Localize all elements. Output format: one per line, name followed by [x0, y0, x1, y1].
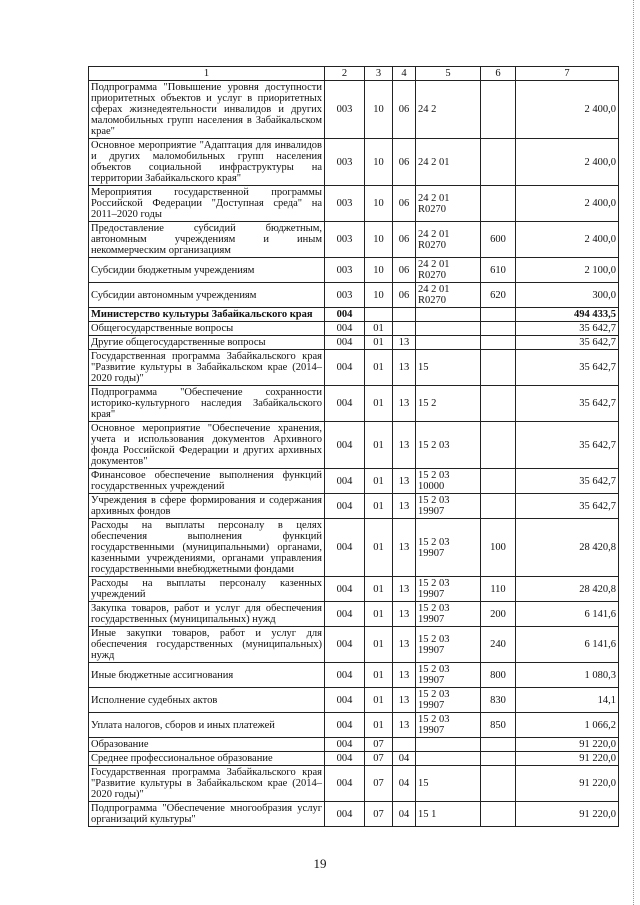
expense-type-cell: [481, 386, 516, 422]
section-code-cell: 07: [365, 752, 393, 766]
target-article-cell: 15: [416, 350, 481, 386]
ministry-code-cell: 003: [325, 283, 365, 308]
item-name-cell: Иные закупки товаров, работ и услуг для обеспечения государственных (муниципальных) нужд: [89, 627, 325, 663]
section-code-cell: 01: [365, 322, 393, 336]
target-article-cell: 15 2 03 19907: [416, 688, 481, 713]
target-article-cell: 24 2 01 R0270: [416, 186, 481, 222]
section-code-cell: 01: [365, 350, 393, 386]
subsection-code-cell: 13: [393, 627, 416, 663]
amount-cell: 35 642,7: [516, 322, 619, 336]
expense-type-cell: 850: [481, 713, 516, 738]
target-article-cell: 24 2 01 R0270: [416, 258, 481, 283]
expense-type-cell: [481, 738, 516, 752]
expense-type-cell: [481, 308, 516, 322]
expense-type-cell: [481, 766, 516, 802]
section-code-cell: 10: [365, 258, 393, 283]
item-name-cell: Подпрограмма "Повышение уровня доступности приоритетных объектов и услуг в приоритетных сферах жизнедеятельности инвалидов и других маломобильных групп населения в Забайкальском крае": [89, 81, 325, 139]
target-article-cell: 15 2 03 10000: [416, 469, 481, 494]
page-edge-line: [632, 0, 634, 905]
table-row: [89, 139, 619, 186]
table-row: [89, 627, 619, 663]
section-code-cell: 01: [365, 663, 393, 688]
item-name-cell: Субсидии автономным учреждениям: [89, 283, 325, 308]
ministry-code-cell: 004: [325, 766, 365, 802]
header-cell-5: 5: [416, 67, 481, 81]
amount-cell: 91 220,0: [516, 752, 619, 766]
item-name-cell: Предоставление субсидий бюджетным, автономным учреждениям и иным некоммерческим организациям: [89, 222, 325, 258]
expense-type-cell: 830: [481, 688, 516, 713]
ministry-code-cell: 004: [325, 422, 365, 469]
ministry-code-cell: 004: [325, 713, 365, 738]
item-name-cell: Государственная программа Забайкальского края "Развитие культуры в Забайкальском крае (2014–2020 годы)": [89, 350, 325, 386]
ministry-code-cell: 004: [325, 308, 365, 322]
page-number: 19: [313, 856, 327, 871]
section-code-cell: [365, 308, 393, 322]
ministry-code-cell: 004: [325, 386, 365, 422]
table-row: [89, 336, 619, 350]
subsection-code-cell: 13: [393, 336, 416, 350]
table-row: [89, 422, 619, 469]
item-name-cell: Закупка товаров, работ и услуг для обеспечения государственных (муниципальных) нужд: [89, 602, 325, 627]
expense-type-cell: 610: [481, 258, 516, 283]
item-name-cell: Финансовое обеспечение выполнения функций государственных учреждений: [89, 469, 325, 494]
ministry-code-cell: 004: [325, 350, 365, 386]
item-name-cell: Расходы на выплаты персоналу казенных учреждений: [89, 577, 325, 602]
target-article-cell: 15 1: [416, 802, 481, 827]
table-row: [89, 519, 619, 577]
amount-cell: 35 642,7: [516, 422, 619, 469]
expense-type-cell: 620: [481, 283, 516, 308]
section-code-cell: 01: [365, 577, 393, 602]
expense-type-cell: [481, 494, 516, 519]
table-row: [89, 494, 619, 519]
subsection-code-cell: 13: [393, 577, 416, 602]
subsection-code-cell: 13: [393, 688, 416, 713]
item-name-cell: Общегосударственные вопросы: [89, 322, 325, 336]
expense-type-cell: 800: [481, 663, 516, 688]
amount-cell: 91 220,0: [516, 766, 619, 802]
table-row: [89, 222, 619, 258]
target-article-cell: 15 2 03 19907: [416, 602, 481, 627]
table-row: [89, 386, 619, 422]
table-row: [89, 469, 619, 494]
table-row: [89, 802, 619, 827]
target-article-cell: 24 2 01 R0270: [416, 283, 481, 308]
amount-cell: 35 642,7: [516, 469, 619, 494]
section-code-cell: 10: [365, 81, 393, 139]
item-name-cell: Учреждения в сфере формирования и содержания архивных фондов: [89, 494, 325, 519]
target-article-cell: 15 2 03 19907: [416, 627, 481, 663]
expense-type-cell: [481, 752, 516, 766]
subsection-code-cell: [393, 322, 416, 336]
subsection-code-cell: 06: [393, 258, 416, 283]
target-article-cell: 15 2 03 19907: [416, 663, 481, 688]
ministry-code-cell: 004: [325, 802, 365, 827]
section-code-cell: 10: [365, 186, 393, 222]
target-article-cell: 15: [416, 766, 481, 802]
table-row: [89, 186, 619, 222]
amount-cell: 35 642,7: [516, 350, 619, 386]
subsection-code-cell: 13: [393, 422, 416, 469]
subsection-code-cell: 13: [393, 713, 416, 738]
section-code-cell: 07: [365, 738, 393, 752]
amount-cell: 2 400,0: [516, 81, 619, 139]
item-name-cell: Основное мероприятие "Адаптация для инвалидов и других маломобильных групп населения объектов социальной инфраструктуры на территории Забайкальского края": [89, 139, 325, 186]
expense-type-cell: [481, 422, 516, 469]
expense-type-cell: [481, 322, 516, 336]
subsection-code-cell: 13: [393, 386, 416, 422]
amount-cell: 14,1: [516, 688, 619, 713]
subsection-code-cell: [393, 738, 416, 752]
section-code-cell: 01: [365, 519, 393, 577]
target-article-cell: 15 2 03 19907: [416, 577, 481, 602]
amount-cell: 28 420,8: [516, 519, 619, 577]
target-article-cell: 15 2: [416, 386, 481, 422]
item-name-cell: Государственная программа Забайкальского края "Развитие культуры в Забайкальском крае (2014–2020 годы)": [89, 766, 325, 802]
target-article-cell: 15 2 03 19907: [416, 494, 481, 519]
table-row: [89, 283, 619, 308]
target-article-cell: 15 2 03 19907: [416, 519, 481, 577]
target-article-cell: [416, 322, 481, 336]
section-code-cell: 10: [365, 222, 393, 258]
target-article-cell: 24 2 01 R0270: [416, 222, 481, 258]
ministry-code-cell: 003: [325, 139, 365, 186]
item-name-cell: Мероприятия государственной программы Российской Федерации "Доступная среда" на 2011–2020 годы: [89, 186, 325, 222]
ministry-code-cell: 004: [325, 688, 365, 713]
item-name-cell: Основное мероприятие "Обеспечение хранения, учета и использования документов Архивного фонда Российской Федерации и других архивных документов": [89, 422, 325, 469]
table-row: [89, 308, 619, 322]
amount-cell: 494 433,5: [516, 308, 619, 322]
ministry-code-cell: 004: [325, 738, 365, 752]
item-name-cell: Среднее профессиональное образование: [89, 752, 325, 766]
amount-cell: 35 642,7: [516, 336, 619, 350]
section-code-cell: 01: [365, 688, 393, 713]
amount-cell: 2 400,0: [516, 222, 619, 258]
amount-cell: 1 066,2: [516, 713, 619, 738]
subsection-code-cell: 13: [393, 469, 416, 494]
table-row: [89, 766, 619, 802]
target-article-cell: 24 2 01: [416, 139, 481, 186]
ministry-code-cell: 003: [325, 186, 365, 222]
table-row: [89, 688, 619, 713]
header-cell-6: 6: [481, 67, 516, 81]
subsection-code-cell: 06: [393, 139, 416, 186]
section-code-cell: 01: [365, 336, 393, 350]
expense-type-cell: [481, 81, 516, 139]
ministry-code-cell: 004: [325, 519, 365, 577]
item-name-cell: Иные бюджетные ассигнования: [89, 663, 325, 688]
amount-cell: 35 642,7: [516, 494, 619, 519]
header-cell-7: 7: [516, 67, 619, 81]
amount-cell: 2 400,0: [516, 186, 619, 222]
target-article-cell: [416, 336, 481, 350]
header-cell-1: 1: [89, 67, 325, 81]
header-cell-2: 2: [325, 67, 365, 81]
section-code-cell: 10: [365, 139, 393, 186]
amount-cell: 6 141,6: [516, 627, 619, 663]
expense-type-cell: 200: [481, 602, 516, 627]
expense-type-cell: [481, 469, 516, 494]
amount-cell: 2 400,0: [516, 139, 619, 186]
table-row: [89, 258, 619, 283]
amount-cell: 6 141,6: [516, 602, 619, 627]
expense-type-cell: [481, 336, 516, 350]
subsection-code-cell: 06: [393, 222, 416, 258]
ministry-code-cell: 003: [325, 258, 365, 283]
amount-cell: 35 642,7: [516, 386, 619, 422]
ministry-code-cell: 004: [325, 322, 365, 336]
expense-type-cell: [481, 350, 516, 386]
amount-cell: 28 420,8: [516, 577, 619, 602]
ministry-code-cell: 004: [325, 663, 365, 688]
table-row: [89, 713, 619, 738]
ministry-code-cell: 004: [325, 494, 365, 519]
ministry-code-cell: 004: [325, 469, 365, 494]
table-row: [89, 738, 619, 752]
ministry-code-cell: 004: [325, 627, 365, 663]
item-name-cell: Министерство культуры Забайкальского края: [89, 308, 325, 322]
section-code-cell: 07: [365, 766, 393, 802]
ministry-code-cell: 003: [325, 222, 365, 258]
table-body: [89, 67, 619, 827]
target-article-cell: 15 2 03 19907: [416, 713, 481, 738]
expense-type-cell: 110: [481, 577, 516, 602]
table-row: [89, 350, 619, 386]
table-row: [89, 577, 619, 602]
section-code-cell: 01: [365, 469, 393, 494]
subsection-code-cell: 06: [393, 283, 416, 308]
expense-type-cell: [481, 139, 516, 186]
budget-table: [88, 66, 619, 827]
section-code-cell: 01: [365, 386, 393, 422]
amount-cell: 300,0: [516, 283, 619, 308]
target-article-cell: [416, 752, 481, 766]
section-code-cell: 01: [365, 494, 393, 519]
section-code-cell: 01: [365, 713, 393, 738]
ministry-code-cell: 004: [325, 602, 365, 627]
expense-type-cell: 240: [481, 627, 516, 663]
target-article-cell: 24 2: [416, 81, 481, 139]
subsection-code-cell: 04: [393, 802, 416, 827]
target-article-cell: 15 2 03: [416, 422, 481, 469]
ministry-code-cell: 004: [325, 336, 365, 350]
section-code-cell: 10: [365, 283, 393, 308]
subsection-code-cell: 04: [393, 752, 416, 766]
item-name-cell: Исполнение судебных актов: [89, 688, 325, 713]
section-code-cell: 07: [365, 802, 393, 827]
subsection-code-cell: 13: [393, 663, 416, 688]
ministry-code-cell: 003: [325, 81, 365, 139]
expense-type-cell: [481, 186, 516, 222]
table-row: [89, 602, 619, 627]
subsection-code-cell: [393, 308, 416, 322]
subsection-code-cell: 04: [393, 766, 416, 802]
header-cell-3: 3: [365, 67, 393, 81]
expense-type-cell: 100: [481, 519, 516, 577]
table-row: [89, 752, 619, 766]
item-name-cell: Подпрограмма "Обеспечение сохранности историко-культурного наследия Забайкальского края": [89, 386, 325, 422]
subsection-code-cell: 13: [393, 602, 416, 627]
amount-cell: 2 100,0: [516, 258, 619, 283]
table-row: [89, 663, 619, 688]
amount-cell: 91 220,0: [516, 738, 619, 752]
subsection-code-cell: 13: [393, 519, 416, 577]
subsection-code-cell: 13: [393, 350, 416, 386]
subsection-code-cell: 06: [393, 81, 416, 139]
amount-cell: 1 080,3: [516, 663, 619, 688]
item-name-cell: Расходы на выплаты персоналу в целях обеспечения выполнения функций государственными (муниципальными) органами, казенными учреждениями, органами управления государственными внебюджетными фондами: [89, 519, 325, 577]
target-article-cell: [416, 308, 481, 322]
ministry-code-cell: 004: [325, 752, 365, 766]
item-name-cell: Субсидии бюджетным учреждениям: [89, 258, 325, 283]
item-name-cell: Образование: [89, 738, 325, 752]
expense-type-cell: [481, 802, 516, 827]
subsection-code-cell: 06: [393, 186, 416, 222]
table-row: [89, 322, 619, 336]
amount-cell: 91 220,0: [516, 802, 619, 827]
table-row: [89, 81, 619, 139]
item-name-cell: Другие общегосударственные вопросы: [89, 336, 325, 350]
target-article-cell: [416, 738, 481, 752]
section-code-cell: 01: [365, 422, 393, 469]
item-name-cell: Подпрограмма "Обеспечение многообразия услуг организаций культуры": [89, 802, 325, 827]
expense-type-cell: 600: [481, 222, 516, 258]
section-code-cell: 01: [365, 627, 393, 663]
section-code-cell: 01: [365, 602, 393, 627]
item-name-cell: Уплата налогов, сборов и иных платежей: [89, 713, 325, 738]
table-header-row: [89, 67, 619, 81]
ministry-code-cell: 004: [325, 577, 365, 602]
header-cell-4: 4: [393, 67, 416, 81]
subsection-code-cell: 13: [393, 494, 416, 519]
